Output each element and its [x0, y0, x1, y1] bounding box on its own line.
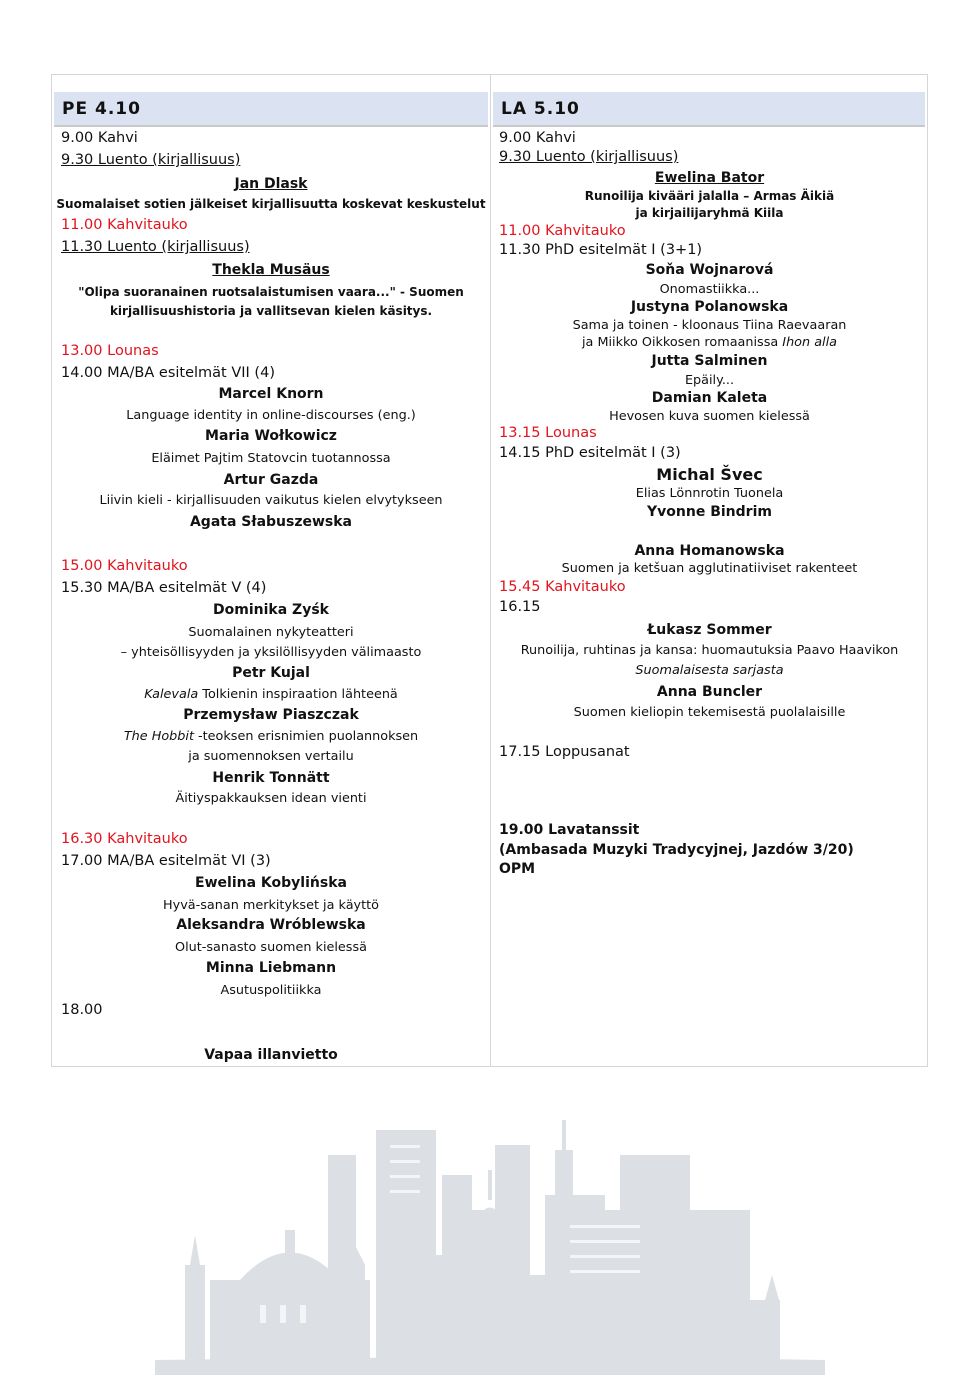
talk-title: Suomalainen nykyteatteri [188, 625, 354, 640]
speaker-name: Agata Słabuszewska [189, 514, 353, 530]
speaker-name: Thekla Musäus [212, 262, 330, 278]
talk-title: Runoilija, ruhtinas ja kansa: huomautuksia Paavo Haavikon [520, 643, 899, 658]
session-time: 11.30 PhD esitelmät I (3+1) [499, 242, 703, 258]
session-time: 14.15 PhD esitelmät I (3) [499, 445, 681, 461]
lecture-time: 11.30 Luento (kirjallisuus) [61, 239, 250, 255]
city-skyline-icon [150, 1115, 830, 1377]
talk-title: Suomen kieliopin tekemisestä puolalaisille [573, 705, 846, 720]
evening-programme: Vapaa illanvietto [204, 1047, 338, 1063]
talk-title: Kalevala Tolkienin inspiraation lähteenä [144, 687, 398, 702]
lunch-time: 13.00 Lounas [61, 343, 159, 359]
time-label: 18.00 [61, 1002, 103, 1018]
talk-title: Suomen ja ketšuan agglutinatiiviset rakenteet [561, 561, 858, 576]
talk-title: Äitiyspakkauksen idean vienti [175, 791, 367, 806]
programme-table [51, 74, 928, 1067]
speaker-name: Justyna Polanowska [630, 299, 789, 315]
talk-title: kirjallisuushistoria ja vallitsevan kielen käsitys. [109, 304, 433, 318]
talk-title: Onomastiikka... [659, 282, 760, 297]
talk-title: "Olipa suoranainen ruotsalaistumisen vaara..." - Suomen [78, 285, 464, 299]
coffee-break: 15.00 Kahvitauko [61, 558, 188, 574]
talk-title: Eläimet Pajtim Statovcin tuotannossa [151, 451, 391, 466]
talk-title: Runoilija kivääri jalalla – Armas Äikiä [584, 189, 835, 203]
speaker-name: Ewelina Bator [654, 170, 765, 186]
speaker-name: Michal Švec [656, 465, 763, 484]
talk-title: ja suomennoksen vertailu [188, 749, 354, 764]
lecture-time: 9.30 Luento (kirjallisuus) [61, 152, 241, 168]
closing-time: 17.15 Loppusanat [499, 744, 630, 760]
lunch-time: 13.15 Lounas [499, 425, 597, 441]
talk-title: Elias Lönnrotin Tuonela [635, 486, 784, 501]
speaker-name: Artur Gazda [223, 472, 319, 488]
talk-title: Olut-sanasto suomen kielessä [175, 940, 367, 955]
talk-title: The Hobbit -teoksen erisnimien puolannoksen [123, 729, 419, 744]
evening-dance: 19.00 Lavatanssit [499, 822, 640, 838]
session-time: 17.00 MA/BA esitelmät VI (3) [61, 853, 271, 869]
time-label: 16.15 [499, 599, 541, 615]
talk-title: Asutuspolitiikka [220, 983, 322, 998]
talk-title: Language identity in online-discourses (eng.) [126, 408, 416, 423]
talk-title: ja Miikko Oikkosen romaanissa Ihon alla [582, 335, 837, 350]
talk-title: – yhteisöllisyyden ja yksilöllisyyden välimaasto [120, 645, 422, 660]
speaker-name: Maria Wołkowicz [205, 428, 337, 444]
talk-title: Hyvä-sanan merkitykset ja käyttö [163, 898, 379, 913]
speaker-name: Petr Kujal [232, 665, 310, 681]
coffee-time: 9.00 Kahvi [61, 130, 138, 146]
speaker-name: Minna Liebmann [205, 960, 337, 976]
speaker-name: Anna Buncler [656, 684, 763, 700]
session-time: 14.00 MA/BA esitelmät VII (4) [61, 365, 275, 381]
speaker-name: Damian Kaleta [651, 390, 768, 406]
speaker-name: Jutta Salminen [651, 353, 768, 369]
coffee-break: 16.30 Kahvitauko [61, 831, 188, 847]
evening-venue: (Ambasada Muzyki Tradycyjnej, Jazdów 3/20) [499, 842, 854, 858]
day-header-saturday: LA 5.10 [493, 92, 925, 127]
talk-title: Liivin kieli - kirjallisuuden vaikutus kielen elvytykseen [99, 493, 443, 508]
lecture-time: 9.30 Luento (kirjallisuus) [499, 149, 679, 165]
talk-title: Suomalaisesta sarjasta [635, 663, 784, 678]
coffee-break: 11.00 Kahvitauko [499, 223, 626, 239]
speaker-name: Marcel Knorn [218, 386, 324, 402]
coffee-time: 9.00 Kahvi [499, 130, 576, 146]
speaker-name: Łukasz Sommer [647, 622, 772, 638]
speaker-name: Ewelina Kobylińska [195, 875, 347, 891]
coffee-break: 15.45 Kahvitauko [499, 579, 626, 595]
friday-column [52, 75, 491, 1066]
speaker-name: Dominika Zyśk [213, 602, 329, 618]
session-time: 15.30 MA/BA esitelmät V (4) [61, 580, 267, 596]
speaker-name: Przemysław Piaszczak [183, 707, 359, 723]
talk-title: ja kirjailijaryhmä Kiila [635, 206, 784, 220]
talk-title: Hevosen kuva suomen kielessä [609, 409, 810, 424]
talk-title: Sama ja toinen - kloonaus Tiina Raevaaran [572, 318, 847, 333]
talk-title: Epäily... [684, 373, 735, 388]
speaker-name: Jan Dlask [234, 176, 308, 192]
speaker-name: Henrik Tonnätt [212, 770, 330, 786]
saturday-column [491, 75, 927, 1066]
evening-note: OPM [499, 861, 536, 877]
speaker-name: Anna Homanowska [634, 543, 785, 559]
speaker-name: Aleksandra Wróblewska [176, 917, 366, 933]
talk-title: Suomalaiset sotien jälkeiset kirjallisuutta koskevat keskustelut [56, 197, 486, 211]
coffee-break: 11.00 Kahvitauko [61, 217, 188, 233]
day-header-friday: PE 4.10 [54, 92, 488, 127]
speaker-name: Soňa Wojnarová [645, 262, 774, 278]
speaker-name: Yvonne Bindrim [647, 504, 772, 520]
